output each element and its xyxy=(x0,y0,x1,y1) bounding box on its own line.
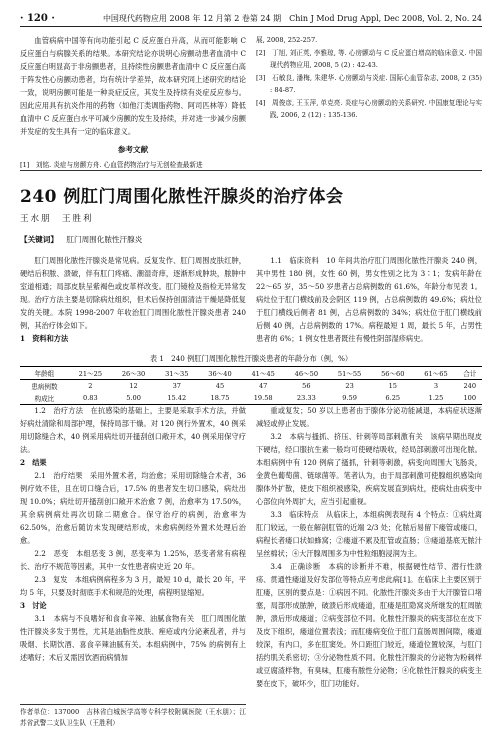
table-cell: 构成比 xyxy=(34,395,55,403)
journal-citation: 中国现代药物应用 2008 年 12 月第 2 卷第 24 期 Chin J Mod Drug Appl, Dec 2008, Vol. 2, No. 24 xyxy=(102,14,482,23)
table-cell: 18.75 xyxy=(210,394,230,402)
reference-item: 展, 2008, 252-257. xyxy=(256,36,318,44)
age-distribution-table-block xyxy=(20,354,482,405)
table-cell: 47 xyxy=(258,382,268,390)
table-cell: 23.33 xyxy=(296,394,316,402)
author-affiliation-footnote: 作者单位：137000 吉林省白城医学高等专科学校附属医院（王水朋）；江苏省武警二支队卫生队（王胜利） xyxy=(20,704,246,729)
table-header-cell: 36～40 xyxy=(208,370,232,378)
malignancy-paragraph: 2.2 恶变 本组恶变 3 例，恶变率为 1.25%，恶变者常有病程长、治疗不规范等因素，其中一女性患者病史近 20 年。 xyxy=(20,549,246,571)
table-row xyxy=(20,380,482,393)
references-heading: 参考文献 xyxy=(117,145,149,154)
table-cell: 12 xyxy=(129,382,138,390)
table-row xyxy=(20,392,482,405)
table-cell: 45 xyxy=(215,382,225,390)
table-cell: 19.58 xyxy=(253,394,273,402)
prev-article-paragraph: 血管病病中国等有向功能引起 C 反应蛋白升高，从而可能影响 C 反应蛋白与病腺关系的结果。本研究结论亦说明心房颤动患者血清中 C 反应蛋白明显高于非房颤患者，且持续性房颤患者血清中 C 反应蛋白高于阵发性心房颤动患者，均有统计学差异，故本研究同上述研究的结论一致，说明房颤可能是一种炎症反应，其发生及持续有炎症反应参与。因此应用具有抗炎作用的药物（如他汀类调脂药物、阿司匹林等）降低血清中 C 反应蛋白水平可减少房颤的发生及持续，并对进一步减少房颤并发症的发生具有一定的临床意义。 xyxy=(20,36,246,136)
table-header-cell: 年龄组 xyxy=(34,370,55,378)
discussion-paragraph: 3.3 临床特点 从临床上，本组病例表现有 4 个特点：①病灶离肛门较远，一般在解剖肛管的近端 2/3 处；化脓后易留下瘘管或瘘口，病程长者瘘口状如蜂窝；②瘘道不累及肛管或直肠；③瘘道基底无脓汁呈丝棉状；④大汗腺周围多为中性粒细胞浸润为主。 xyxy=(256,510,482,558)
table-cell: 100 xyxy=(463,394,477,402)
page-number: · 120 · xyxy=(20,13,55,24)
table-cell: 15 xyxy=(388,382,397,390)
table-cell: 患病例数 xyxy=(31,383,58,391)
discussion-paragraph: 3.4 正确诊断 本病的诊断并不难，根据硬性结节、潜行性溃疡、贯通性瘘道及好发部位等特点应考虑此病[1]。在临床上主要区别于肛瘘，区别的要点是：①病因不同。化脓性汗腺炎多由于大汗腺管口堵塞，局部形成脓肿，破溃后形成瘘道，肛瘘是肛隐窝炎所继发的肛周脓肿，溃后形成瘘道；②病变部位不同。化脓性汗腺炎的病变部位在皮下及皮下组织，瘘道位置表浅；而肛瘘病变位于肛门直肠周围间隙，瘘道较深，有内口，多在肛窦处。外口距肛门较近，瘘道位置较深，与肛门括约肌关系密切；③分泌物性质不同。化脓性汗腺炎的分泌物为粉刺样或豆腐渣样物，有臭味，肛瘘有脓性分泌物；④化脓性汗腺炎的病变主要在皮下，破坏少，肛门功能好。 xyxy=(256,562,482,688)
table-header-cell: 51～55 xyxy=(337,370,362,378)
age-distribution-table xyxy=(20,366,482,405)
keywords-value: 肛门周围化脓性汗腺炎 xyxy=(66,235,143,244)
table-cell: 56 xyxy=(302,382,311,390)
section-heading-results: 2 结果 xyxy=(20,458,47,467)
table-cell: 15.42 xyxy=(167,394,187,402)
prev-article-left-column xyxy=(20,34,246,172)
section-heading-discussion: 3 讨论 xyxy=(20,601,47,610)
results-paragraph: 2.1 治疗结果 采用外置术者，均治愈；采用切除缝合术者，36 例疗效不佳，且在切口缝合后，17.5% 的患者发生切口感染，病灶出现 10.0%；病灶切开搔刮创口敞开术治愈 7 例，治愈率为 17.50%，其余病例病灶再次切除二期愈合。保守治疗的病例，治愈率为 62.50%，治愈后随访未发现硬结形成，未愈病例经外置术处理后治愈。 xyxy=(20,471,246,545)
table-header-cell: 41～45 xyxy=(251,370,275,378)
table-cell: 5.00 xyxy=(126,394,141,402)
keywords-label: 【关键词】 xyxy=(20,235,58,244)
reference-item: [3] 石敏良, 潘梅, 朱建华. 心房颤动与炎症. 国际心血管杂志, 2008, 2 (35) : 84-87. xyxy=(256,73,482,94)
intro-paragraph: 肛门周围化脓性汗腺炎是常见病。反复发作、肛门周围皮肤红肿，硬结后积脓、溃破，伴有肛门疼痛、潮湿奇痒，逐渐形成肿块，脓肿中室道相通；局部皮肤呈紫褐色或皮革样改变。肛门镜检及指检无异常发现。治疗方法主要是切除病灶组织，但术后保持创面清洁干燥是降低复发的关键。本院 1998-2007 年收治肛门周围化脓性汗腺炎患者 240 例，其治疗体会如下。 xyxy=(20,256,246,330)
running-header xyxy=(20,8,482,27)
table-header-cell: 31～35 xyxy=(165,370,189,378)
article-lower-left-column xyxy=(20,404,246,704)
section-divider xyxy=(20,170,482,171)
keywords-line xyxy=(20,234,142,245)
table-cell: 6.25 xyxy=(385,394,401,402)
table-header-cell: 26～30 xyxy=(121,370,146,378)
discussion-paragraph: 3.1 本病与不良嗜好和食食辛辣、油腻食物有关 肛门周围化脓性汗腺炎多发于男性，尤其是油脂性皮肤、痤疮或内分泌紊乱者，并与吸烟、长期饮酒、喜食辛辣油腻有关。本组病例中，75% 的病例有上述嗜好；术后叉需因饮酒而病情加 xyxy=(20,614,246,662)
reference-item: [2] 丁旭, 刘正英, 李雅琼, 等. 心房颤动与 C 反应蛋白增高的临床意义. 中国现代药物应用, 2008, 5 (2) : 42-43. xyxy=(256,48,482,69)
clinical-data-paragraph: 1.1 临床资料 10 年间共治疗肛门周围化脓性汗腺炎 240 例，其中男性 180 例，女性 60 例，男女性别之比为 3∶1；发病年龄在 22～65 岁，35～50 岁患者占总病例数的 61.6%，年龄分布见表 1。病灶位于肛门横线前及会阴区 119 例，占总病例数的 49.6%；病灶位于肛门横线后侧者 81 例，占总病例数的 34%；病灶位于肛门横线前后侧 40 例，占总病例数的 17%。病程最短 1 周，最长 5 年，占男性患者的 6%；1 例女性患者既往有慢性阴部湿疹病史。 xyxy=(256,256,482,343)
methods-paragraph: 1.2 治疗方法 在抗感染的基础上，主要是采取手术方法，并做好病灶清除和局部护理，保持局部干燥。对 120 例行外置术，40 例采用切除缝合术，40 例采用病灶切开搔刮创口敞开术，40 例采用保守疗法。 xyxy=(20,406,246,454)
table-caption: 表 1 240 例肛门周围化脓性汗腺炎患者的年龄分布（例，%） xyxy=(149,354,353,363)
table-header-cell: 61～65 xyxy=(424,370,448,378)
table-cell: 37 xyxy=(172,382,181,390)
reference-item: [4] 周俊彦, 王玉萍, 单克亮. 炎症与心房颤动的关系研究. 中国康复理论与实践, 2006, 2 (12) : 135-136. xyxy=(256,98,482,119)
table-cell: 240 xyxy=(463,382,477,390)
table-cell: 9.59 xyxy=(342,394,357,402)
table-cell: 0.83 xyxy=(83,394,98,402)
table-header-row xyxy=(20,367,482,380)
table-header-cell: 合计 xyxy=(463,370,477,378)
recurrence-paragraph: 2.3 复发 本组病例病程多为 3 月，最短 10 d，最长 20 年，平均 5 年，只要及时彻底手术和规范的处理，病程明显缩短。 xyxy=(20,575,246,597)
table-header-cell: 46～50 xyxy=(294,370,319,378)
table-cell: 3 xyxy=(433,382,439,390)
table-header-cell: 21～25 xyxy=(78,370,103,378)
article-lower-right-column xyxy=(256,404,482,724)
section-heading-materials: 1 资料和方法 xyxy=(20,334,69,343)
table-header-cell: 56～60 xyxy=(381,370,405,378)
table-cell: 2 xyxy=(88,382,93,390)
article-authors: 王水朋 王胜利 xyxy=(20,214,94,224)
table-cell: 23 xyxy=(345,382,354,390)
reference-item: [1] 刘铭. 炎症与房颤方舟. 心血管药物治疗与无创检查最新进 xyxy=(20,161,203,169)
prev-article-right-column xyxy=(256,34,482,122)
article-right-column xyxy=(256,254,482,345)
article-left-column xyxy=(20,254,246,345)
article-title: 240 例肛门周围化脓性汗腺炎的治疗体会 xyxy=(20,187,344,207)
discussion-paragraph: 重或复发；50 岁以上患者由于腺体分泌功能减退，本病症状逐渐减轻或停止发展。 xyxy=(256,406,482,428)
table-cell: 1.25 xyxy=(428,394,444,402)
discussion-paragraph: 3.2 本病与搔抓、挤压、针刺等局部刺激有关 该病早期出现皮下硬结，经口服抗生素一般均可使硬结吸收，经局部刺激可出现化脓。本组病例中有 120 例病了搔抓，针刺等刺激，病变向周围大飞肠炎，金黄色葡萄菌、链球菌等。笔者认为，由于局部刺激可使腺组织感染向腺体外扩散，使皮下组织被感染，疾病发展直到病灶，使病灶由病变中心部位向外周扩大，应当引起重视。 xyxy=(256,432,482,506)
